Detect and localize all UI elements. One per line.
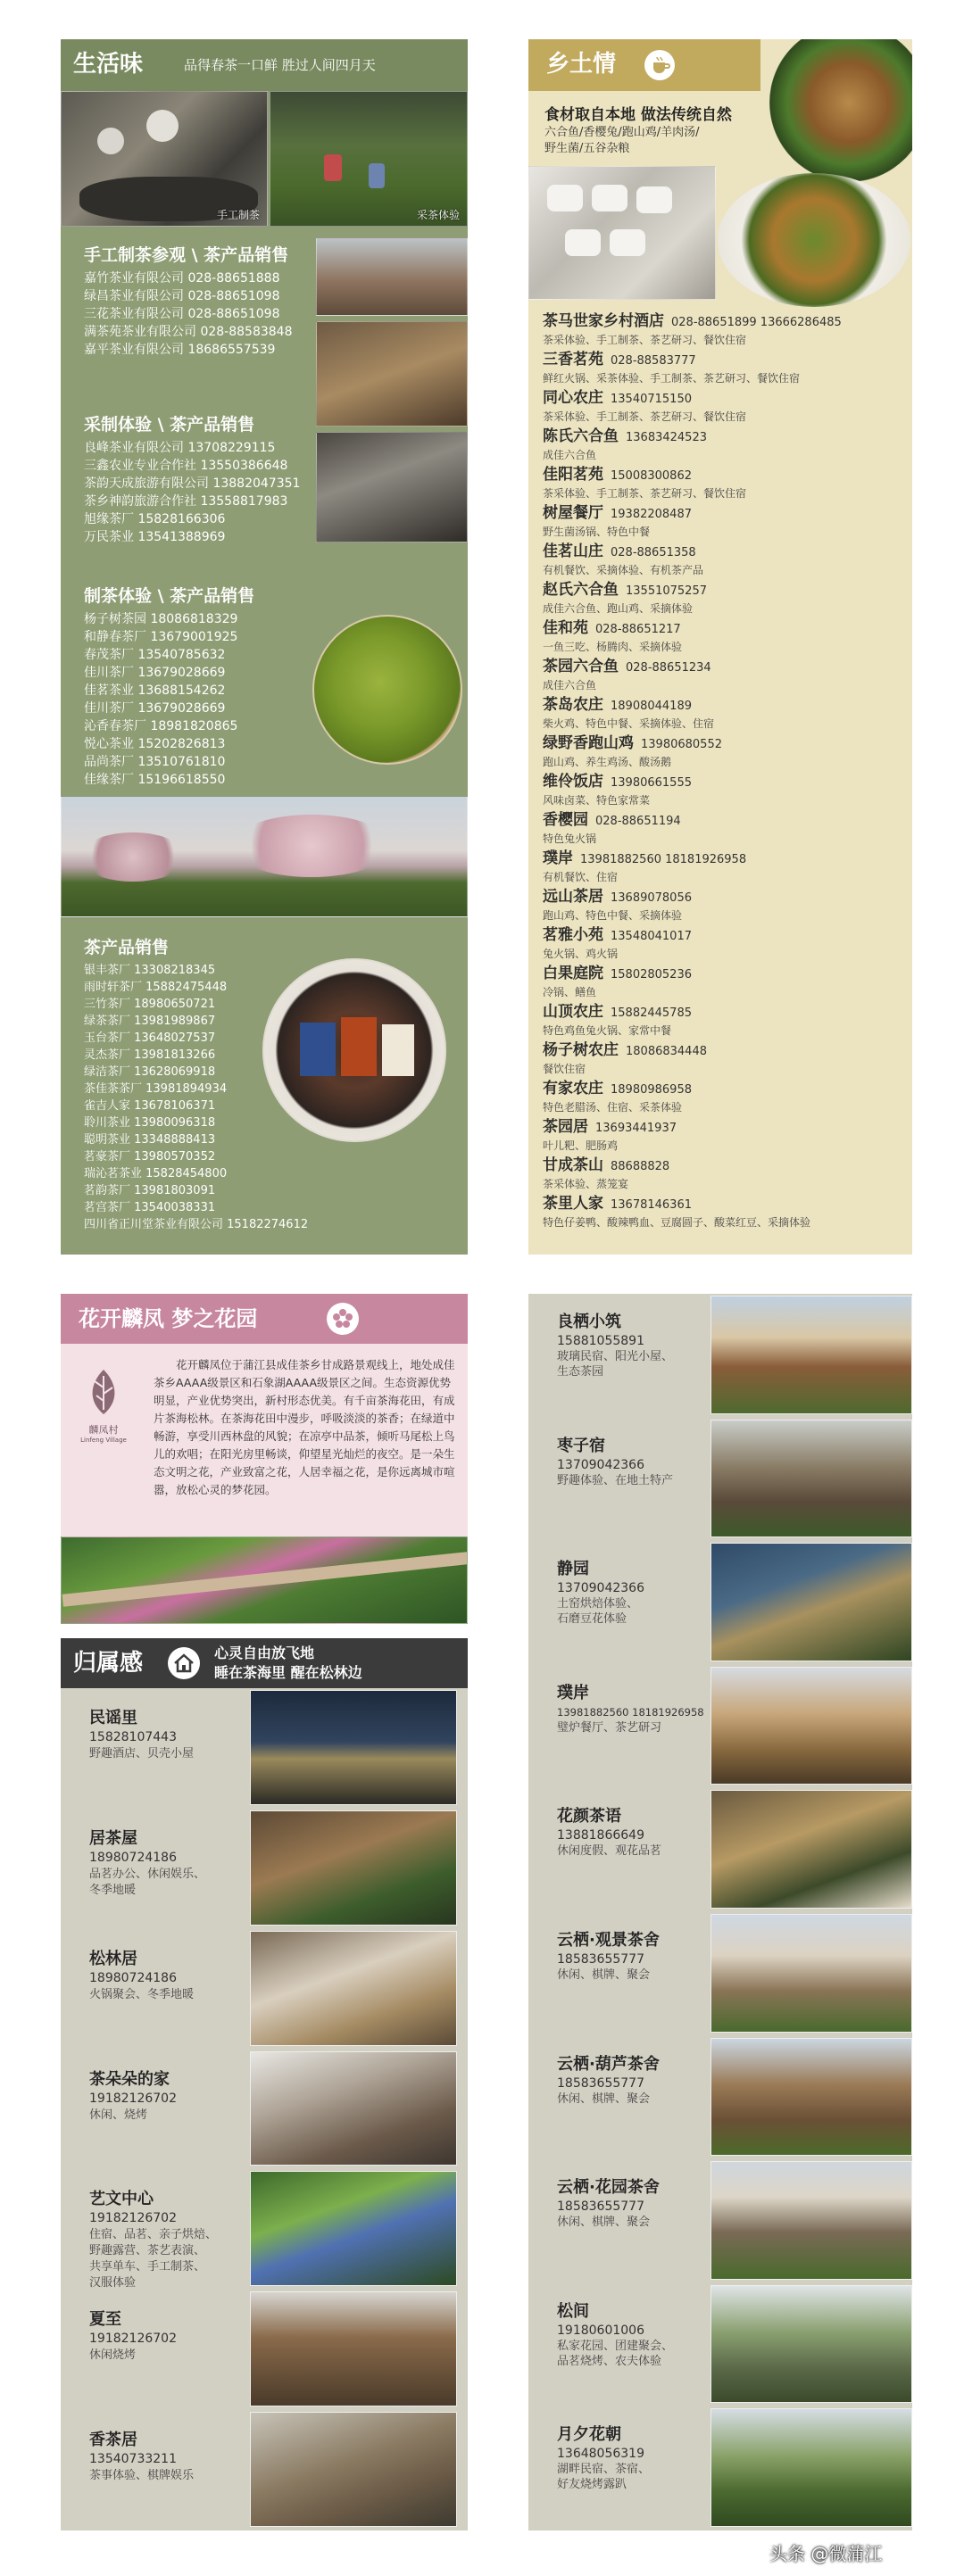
inn-entry (528, 2159, 912, 2283)
belong-slogan (214, 1644, 362, 1683)
stay-name: 香茶居 (89, 2431, 137, 2450)
restaurant-entry (543, 580, 909, 618)
restaurant-name: 陈氏六合鱼 (543, 427, 619, 445)
restaurant-phone: 15008300862 (611, 469, 692, 483)
dumpling (610, 229, 645, 256)
list-item: 茗宫茶厂 13540038331 (84, 1201, 216, 1214)
restaurant-desc: 鲜红火锅、采茶体验、手工制茶、茶艺研习、餐饮住宿 (543, 372, 801, 385)
restaurant-desc: 特色鸡鱼兔火锅、家常中餐 (543, 1024, 672, 1037)
inn-photo (711, 1914, 912, 2033)
tea-shop-photo (316, 237, 468, 316)
stay-entry (61, 2290, 468, 2410)
list-item: 茗韵茶厂 13981803091 (84, 1184, 216, 1197)
section-title: 手工制茶参观 \ 茶产品销售 (84, 245, 289, 265)
life-header-slogan: 品得春茶一口鲜 胜过人间四月天 (184, 57, 376, 73)
stay-desc: 住宿、品茗、亲子烘焙、 (89, 2228, 218, 2242)
restaurant-name: 佳阳茗苑 (543, 466, 603, 484)
inn-photo (711, 1667, 912, 1785)
flower-title: 花开麟凤 梦之花园 (79, 1306, 258, 1331)
leaf-logo-icon (77, 1365, 130, 1419)
list-item: 绿洁茶厂 13628069918 (84, 1065, 216, 1079)
inn-desc: 玻璃民宿、阳光小屋、 (557, 1350, 674, 1363)
restaurant-entry (543, 964, 909, 1002)
blossom-tree (231, 815, 392, 877)
inn-entry (528, 2406, 912, 2530)
house-icon (168, 1647, 200, 1679)
inn-entry (528, 1418, 912, 1542)
list-item: 绿茶茶厂 13981989867 (84, 1015, 216, 1028)
flower-panel (61, 1294, 468, 1624)
restaurant-entry (543, 618, 909, 657)
inn-desc: 好友烧烤露趴 (557, 2478, 627, 2492)
stay-phone: 18980724186 (89, 1850, 177, 1865)
dumpling (547, 185, 583, 211)
restaurant-desc: 茶采体验、手工制茶、茶艺研习、餐饮住宿 (543, 334, 747, 346)
dumpling (565, 229, 601, 256)
inn-desc: 湖畔民宿、茶宿、 (557, 2463, 651, 2477)
worker-figure (97, 128, 124, 154)
stay-entry (61, 2050, 468, 2170)
slogan-line: 心灵自由放飞地 (214, 1644, 315, 1661)
restaurant-desc: 特色老腊汤、住宿、采茶体验 (543, 1101, 683, 1114)
native-intro (544, 125, 700, 157)
photo-caption: 采茶体验 (416, 209, 460, 221)
stay-photo (250, 2171, 457, 2286)
stay-photo (250, 1810, 457, 1926)
native-panel (528, 39, 912, 1255)
restaurant-name: 三香茗苑 (543, 351, 603, 369)
list-item: 玉台茶厂 13648027537 (84, 1031, 216, 1045)
stay-desc: 共享单车、手工制茶、 (89, 2260, 206, 2274)
flower-icon (327, 1303, 359, 1335)
restaurant-phone: 13693441937 (595, 1122, 677, 1135)
inn-entry (528, 1788, 912, 1912)
inn-entry (528, 2283, 912, 2407)
inn-phone: 13981882560 18181926958 (557, 1705, 704, 1719)
restaurant-name: 维伶饭店 (543, 773, 603, 791)
restaurant-name: 茶园六合鱼 (543, 658, 619, 675)
stay-name: 艺文中心 (89, 2190, 154, 2209)
section-title: 制茶体验 \ 茶产品销售 (84, 586, 255, 606)
inn-name: 松间 (557, 2301, 589, 2321)
restaurant-list (543, 311, 909, 1232)
stay-phone: 19182126702 (89, 2332, 177, 2347)
section-list (84, 269, 292, 359)
inn-entry (528, 1541, 912, 1665)
inn-name: 花颜茶语 (557, 1807, 621, 1826)
list-item: 茶佳茶茶厂 13981894934 (84, 1082, 228, 1096)
inn-desc: 私家花园、团建聚会、 (557, 2339, 674, 2353)
tea-leaves-photo (312, 615, 462, 765)
logo-sub: Linfeng Village (80, 1437, 127, 1444)
list-item: 四川省正川堂茶业有限公司 15182274612 (84, 1218, 309, 1231)
restaurant-phone: 13683424523 (626, 431, 707, 444)
restaurant-name: 茶马世家乡村酒店 (543, 312, 664, 330)
restaurant-name: 远山茶居 (543, 888, 603, 906)
inn-phone: 13648056319 (557, 2447, 644, 2462)
inn-desc: 土窑烘焙体验、 (557, 1597, 639, 1611)
stay-entry (61, 1929, 468, 2050)
restaurant-entry (543, 810, 909, 849)
stay-photo (250, 2412, 457, 2527)
restaurant-name: 赵氏六合鱼 (543, 581, 619, 599)
restaurant-desc: 茶采体验、手工制茶、茶艺研习、餐饮住宿 (543, 410, 747, 423)
restaurant-phone: 13980680552 (641, 738, 722, 751)
restaurant-name: 山顶农庄 (543, 1003, 603, 1021)
section-title: 茶产品销售 (84, 938, 170, 957)
tea-box (300, 1023, 336, 1076)
inn-panel (528, 1294, 912, 2530)
restaurant-entry (543, 733, 909, 772)
inn-photo (711, 1790, 912, 1909)
life-panel (61, 39, 468, 1255)
list-item: 品尚茶厂 13510761810 (84, 755, 226, 769)
section-list (84, 439, 300, 546)
inn-photo (711, 2285, 912, 2404)
restaurant-entry (543, 1079, 909, 1117)
restaurant-entry (543, 1155, 909, 1194)
cherry-blossom-photo (61, 796, 468, 917)
stay-desc: 野趣酒店、贝壳小屋 (89, 1747, 195, 1760)
restaurant-desc: 野生菌汤锅、特色中餐 (543, 526, 651, 538)
restaurant-name: 绿野香跑山鸡 (543, 734, 634, 752)
inn-list (528, 1294, 912, 2530)
list-item: 聪明茶业 13348888413 (84, 1133, 216, 1147)
inn-photo (711, 2038, 912, 2157)
restaurant-entry (543, 849, 909, 887)
inn-desc: 休闲、棋牌、聚会 (557, 2091, 651, 2106)
restaurant-entry (543, 388, 909, 427)
restaurant-phone: 13689078056 (611, 891, 692, 905)
stay-desc: 野趣露营、茶艺表演、 (89, 2244, 206, 2258)
blossom-tree (79, 832, 187, 882)
inn-desc: 石磨豆花体验 (557, 1612, 627, 1627)
inn-entry (528, 1665, 912, 1789)
restaurant-name: 茶里人家 (543, 1195, 603, 1213)
restaurant-entry (543, 1040, 909, 1079)
list-item: 佳茗茶业 13688154262 (84, 683, 226, 698)
inn-entry (528, 1912, 912, 2036)
logo-text: 麟凤村 (88, 1424, 119, 1436)
restaurant-name: 同心农庄 (543, 389, 603, 407)
restaurant-name: 佳茗山庄 (543, 543, 603, 560)
inn-name: 云栖·葫芦茶舍 (557, 2054, 660, 2074)
list-item: 杨子树茶园 18086818329 (84, 612, 238, 626)
section-list (84, 610, 237, 789)
restaurant-entry (543, 1117, 909, 1155)
stay-entry (61, 2410, 468, 2530)
restaurant-desc: 茶采体验、蒸笼宴 (543, 1178, 629, 1190)
restaurant-phone: 028-88651217 (595, 623, 681, 636)
tea-box (341, 1017, 377, 1076)
intro-line: 六合鱼/香樱兔/跑山鸡/羊肉汤/ (544, 126, 700, 139)
stay-desc: 冬季地暖 (89, 1883, 137, 1897)
stay-phone: 13540733211 (89, 2452, 177, 2467)
list-item: 佳川茶厂 13679028669 (84, 666, 226, 680)
stay-desc: 火锅聚会、冬季地暖 (89, 1987, 195, 2001)
restaurant-desc: 成佳六合鱼 (543, 449, 597, 461)
flower-field-photo (61, 1536, 468, 1624)
inn-desc: 璧炉餐厅、茶艺研习 (557, 1720, 662, 1735)
stay-photo (250, 2291, 457, 2406)
dumpling (636, 186, 672, 213)
inn-name: 月夕花朝 (557, 2425, 621, 2445)
list-item: 嘉平茶业有限公司 18686557539 (84, 343, 276, 357)
list-item: 雀吉人家 13678106371 (84, 1099, 216, 1113)
inn-name: 静园 (557, 1560, 589, 1579)
tea-picking-photo (270, 91, 468, 227)
restaurant-name: 白果庭院 (543, 965, 603, 982)
inn-entry (528, 1294, 912, 1418)
restaurant-name: 树屋餐厅 (543, 504, 603, 522)
inn-phone: 18583655777 (557, 2199, 644, 2215)
garden-path (62, 1552, 468, 1607)
teacup-icon (644, 50, 675, 80)
restaurant-phone: 88688828 (611, 1160, 670, 1173)
list-item: 茶韵天成旅游有限公司 13882047351 (84, 476, 301, 491)
stay-desc: 休闲、烧烤 (89, 2108, 148, 2122)
restaurant-entry (543, 503, 909, 542)
stay-phone: 19182126702 (89, 2211, 177, 2226)
restaurant-desc: 有机餐饮、采摘体验、有机茶产品 (543, 564, 704, 576)
list-item: 满茶苑茶业有限公司 028-88583848 (84, 325, 293, 339)
inn-phone: 13709042366 (557, 1581, 644, 1596)
restaurant-name: 佳和苑 (543, 619, 588, 637)
flower-paragraph: 花开麟凤位于蒲江县成佳茶乡甘成路景观线上，地处成佳茶乡AAAA级景区和石象湖AAAA级景区之间。生态资源优势明显，产业优势突出，新村形态优美。有千亩茶海花田，有成片茶海松林。在茶海花田中漫步，呼吸淡淡的茶香；在绿道中畅游，享受川西林盘的风貌；在凉亭中品茶，倾听马尾松上鸟儿的欢唱；在阳光房里畅谈，仰望星光灿烂的夜空。是一朵生态文明之花，产业致富之花，人居幸福之花，是你远离城市喧嚣，放松心灵的梦花园。 (154, 1358, 455, 1496)
dumplings-photo (528, 166, 716, 300)
restaurant-desc: 风味卤菜、特色家常菜 (543, 794, 651, 807)
section-title: 采制体验 \ 茶产品销售 (84, 415, 255, 435)
list-item: 茶乡神韵旅游合作社 13558817983 (84, 494, 288, 509)
list-item: 沁香春茶厂 18981820865 (84, 719, 238, 733)
stay-name: 民谣里 (89, 1709, 137, 1727)
inn-phone: 13709042366 (557, 1457, 644, 1472)
restaurant-phone: 028-88651234 (626, 661, 711, 675)
inn-name: 云栖·观景茶舍 (557, 1931, 660, 1950)
belong-header (61, 1638, 468, 1688)
inn-phone: 18583655777 (557, 2075, 644, 2091)
inn-desc: 品茗烧烤、农夫体验 (557, 2354, 662, 2368)
restaurant-phone: 028-88651358 (611, 546, 696, 559)
inn-name: 枣子宿 (557, 1436, 605, 1455)
list-item: 绿昌茶业有限公司 028-88651098 (84, 289, 280, 303)
stay-desc: 品茗办公、休闲娱乐、 (89, 1867, 206, 1881)
restaurant-desc: 叶儿粑、肥肠鸡 (543, 1139, 619, 1152)
restaurant-name: 甘成茶山 (543, 1156, 603, 1174)
restaurant-name: 香樱园 (543, 811, 588, 829)
restaurant-phone: 18908044189 (611, 700, 692, 713)
stay-phone: 15828107443 (89, 1730, 177, 1744)
stay-name: 夏至 (89, 2310, 121, 2330)
list-item: 万民茶业 13541388969 (84, 530, 226, 544)
restaurant-entry (543, 1194, 909, 1232)
restaurant-phone: 13540715150 (611, 393, 692, 406)
inn-phone: 15881055891 (557, 1334, 644, 1348)
list-item: 茗豪茶厂 13980570352 (84, 1150, 216, 1164)
stay-name: 松林居 (89, 1949, 137, 1968)
list-item: 佳缘茶厂 15196618550 (84, 773, 226, 787)
village-logo (77, 1365, 130, 1445)
restaurant-desc: 柴火鸡、特色中餐、采摘体验、住宿 (543, 717, 715, 730)
native-header (528, 39, 760, 91)
tea-gift-photo (262, 958, 446, 1142)
restaurant-desc: 成佳六合鱼 (543, 679, 597, 692)
photo-caption: 手工制茶 (216, 209, 260, 221)
inn-photo (711, 1543, 912, 1661)
restaurant-phone: 13980661555 (611, 776, 692, 790)
restaurant-desc: 有机餐饮、住宿 (543, 871, 619, 883)
inn-phone: 19180601006 (557, 2323, 644, 2338)
stay-name: 茶朵朵的家 (89, 2069, 170, 2089)
restaurant-phone: 028-88583777 (611, 354, 696, 368)
intro-line: 野生菌/五谷杂粮 (544, 142, 630, 155)
list-item: 悦心茶业 15202826813 (84, 737, 226, 751)
stay-desc: 休闲烧烤 (89, 2348, 137, 2363)
inn-desc: 生态茶园 (557, 1365, 604, 1379)
stay-phone: 19182126702 (89, 2091, 177, 2106)
life-header (61, 39, 468, 91)
stay-photo (250, 1690, 457, 1805)
inn-name: 云栖·花园茶舍 (557, 2178, 660, 2198)
restaurant-phone: 18980986958 (611, 1083, 692, 1097)
list-item: 良峰茶业有限公司 13708229115 (84, 441, 276, 455)
tea-workshop-photo (316, 321, 468, 427)
restaurant-desc: 兔火锅、鸡火锅 (543, 948, 619, 960)
restaurant-desc: 特色兔火锅 (543, 832, 597, 845)
dumpling (592, 185, 627, 211)
restaurant-entry (543, 887, 909, 925)
restaurant-desc: 餐饮住宿 (543, 1063, 586, 1075)
restaurant-desc: 成佳六合鱼、跑山鸡、采摘体验 (543, 602, 694, 615)
restaurant-phone: 15882445785 (611, 1006, 692, 1020)
inn-photo (711, 2408, 912, 2527)
restaurant-name: 茶园居 (543, 1118, 588, 1136)
restaurant-phone: 13981882560 18181926958 (580, 853, 747, 866)
restaurant-phone: 18086834448 (626, 1045, 707, 1058)
list-item: 三花茶业有限公司 028-88651098 (84, 307, 280, 321)
belong-title: 归属感 (73, 1650, 144, 1677)
inn-photo (711, 1296, 912, 1414)
list-item: 聆川茶业 13980096318 (84, 1116, 216, 1130)
inn-desc: 休闲、棋牌、聚会 (557, 1968, 651, 1982)
inn-desc: 野趣体验、在地土特产 (557, 1473, 674, 1487)
restaurant-desc: 冷锅、鳝鱼 (543, 986, 597, 998)
picker-figure (369, 163, 385, 188)
inn-phone: 18583655777 (557, 1952, 644, 1967)
list-item: 银丰茶厂 13308218345 (84, 964, 216, 977)
restaurant-entry (543, 350, 909, 388)
restaurant-name: 璞岸 (543, 849, 573, 867)
tea-tasting-photo (316, 432, 468, 543)
life-header-title: 生活味 (73, 51, 144, 78)
list-item: 春茂茶厂 13540785632 (84, 648, 226, 662)
restaurant-desc: 跑山鸡、特色中餐、采摘体验 (543, 909, 683, 922)
inn-photo (711, 1420, 912, 1538)
restaurant-phone: 028-88651899 13666286485 (671, 316, 842, 329)
restaurant-entry (543, 311, 909, 350)
list-item: 瑞沁茗茶业 15828454800 (84, 1167, 228, 1180)
stay-entry (61, 1688, 468, 1809)
list-item: 嘉竹茶业有限公司 028-88651888 (84, 271, 280, 286)
restaurant-desc: 一鱼三吃、杨腾肉、采摘体验 (543, 641, 683, 653)
restaurant-entry (543, 1002, 909, 1040)
restaurant-name: 茶岛农庄 (543, 696, 603, 714)
dish-photo (769, 39, 912, 182)
stay-photo (250, 1931, 457, 2046)
list-item: 旭缘茶厂 15828166306 (84, 512, 226, 526)
restaurant-entry (543, 925, 909, 964)
restaurant-phone: 15802805236 (611, 968, 692, 982)
restaurant-name: 杨子树农庄 (543, 1041, 619, 1059)
flower-header (61, 1294, 468, 1344)
worker-figure (146, 110, 179, 142)
restaurant-entry (543, 772, 909, 810)
list-item: 三鑫农业专业合作社 13550386648 (84, 459, 288, 473)
inn-photo (711, 2161, 912, 2280)
restaurant-desc: 跑山鸡、养生鸡汤、酸汤鹅 (543, 756, 672, 768)
stay-entry (61, 2169, 468, 2290)
belong-list (61, 1688, 468, 2530)
stay-photo (250, 2051, 457, 2166)
native-subtitle: 食材取自本地 做法传统自然 (544, 106, 732, 124)
list-item: 雨时轩茶厂 15882475448 (84, 981, 228, 994)
restaurant-phone: 13548041017 (611, 930, 692, 943)
restaurant-entry (543, 427, 909, 465)
inn-desc: 休闲、棋牌、聚会 (557, 2216, 651, 2230)
restaurant-desc: 茶采体验、手工制茶、茶艺研习、餐饮住宿 (543, 487, 747, 500)
belong-panel (61, 1638, 468, 2530)
stay-desc: 茶事体验、棋牌娱乐 (89, 2469, 195, 2483)
restaurant-entry (543, 695, 909, 733)
restaurant-phone: 13678146361 (611, 1198, 692, 1212)
list-item: 灵杰茶厂 13981813266 (84, 1048, 216, 1062)
list-item: 和静春茶厂 13679001925 (84, 630, 238, 644)
stay-entry (61, 1809, 468, 1929)
restaurant-desc: 特色仔姜鸭、酸辣鸭血、豆腐圆子、酸菜红豆、采摘体验 (543, 1216, 811, 1229)
inn-name: 璞岸 (557, 1683, 589, 1702)
stay-name: 居茶屋 (89, 1828, 137, 1848)
restaurant-entry (543, 542, 909, 580)
inn-entry (528, 2036, 912, 2160)
tea-box (382, 1024, 414, 1076)
list-item: 三竹茶厂 18980650721 (84, 998, 216, 1011)
restaurant-phone: 19382208487 (611, 508, 692, 521)
greens-dish-photo (718, 173, 910, 307)
inn-desc: 休闲度假、观花品茗 (557, 1844, 662, 1859)
restaurant-phone: 13551075257 (626, 584, 707, 598)
restaurant-entry (543, 657, 909, 695)
stay-desc: 汉服体验 (89, 2276, 137, 2290)
watermark-text: 头条 @微蒲江 (769, 2543, 883, 2564)
restaurant-name: 茗雅小苑 (543, 926, 603, 944)
inn-phone: 13881866649 (557, 1828, 644, 1843)
list-item: 佳川茶厂 13679028669 (84, 701, 226, 716)
watermark (769, 2539, 882, 2565)
restaurant-entry (543, 465, 909, 503)
restaurant-phone: 028-88651194 (595, 815, 681, 828)
native-header-title: 乡土情 (546, 51, 617, 78)
slogan-line: 睡在茶海里 醒在松林边 (214, 1664, 362, 1681)
picker-figure (324, 154, 342, 181)
restaurant-name: 有家农庄 (543, 1080, 603, 1097)
inn-name: 良栖小筑 (557, 1313, 621, 1331)
stay-phone: 18980724186 (89, 1970, 177, 1985)
tea-making-photo (61, 91, 268, 227)
